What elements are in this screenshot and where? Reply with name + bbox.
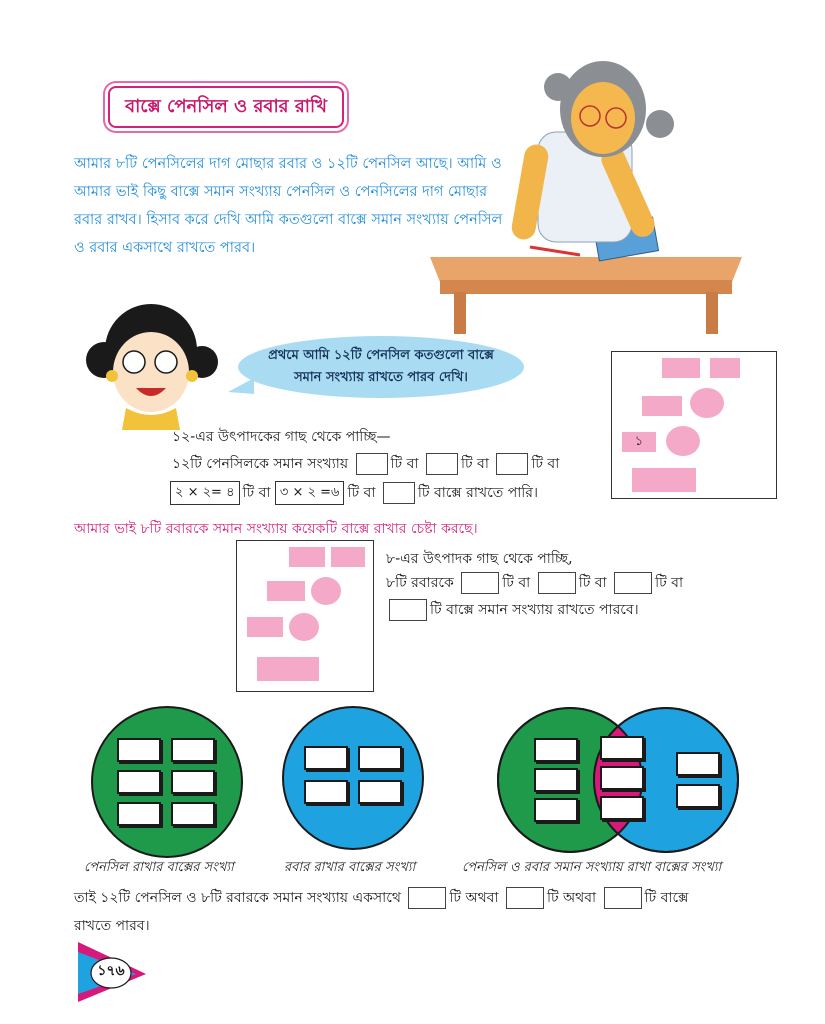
or-text: টি অথবা: [449, 890, 499, 906]
answer-box[interactable]: [676, 752, 720, 776]
girl-at-table-illustration: [420, 52, 750, 334]
answer-box[interactable]: [600, 796, 644, 820]
answer-box[interactable]: [538, 572, 576, 594]
answer-box[interactable]: [676, 784, 720, 808]
speech-bubble-tail: [228, 378, 254, 394]
answer-box[interactable]: [171, 802, 215, 826]
rubber-box-line-2: [386, 598, 639, 622]
pencil-circle-caption: পেনসিল রাখার বাক্সের সংখ্যা: [84, 860, 234, 875]
pencil-box-line-text: ১২টি পেনসিলকে সমান সংখ্যায়: [172, 456, 349, 472]
answer-box[interactable]: [356, 453, 388, 475]
ti-ba-text: টি বা: [502, 575, 531, 591]
ti-ba-text: টি বা: [655, 575, 684, 591]
ti-ba-text: টি বা: [390, 456, 419, 472]
rubber-box-line: [386, 571, 683, 595]
factor-tree-8-intro: ৮-এর উৎপাদক গাছ থেকে পাচ্ছি,: [386, 551, 573, 567]
equation-box: ২ × ২= ৪: [170, 481, 240, 505]
answer-box[interactable]: [117, 802, 161, 826]
answer-box[interactable]: [304, 746, 348, 770]
child-with-glasses-illustration: [76, 290, 226, 430]
answer-box[interactable]: [383, 482, 415, 504]
both-circle-caption: পেনসিল ও রবার সমান সংখ্যায় রাখা বাক্সের সংখ্যা: [462, 860, 722, 875]
conclusion-end-text: টি বাক্সে: [644, 890, 689, 906]
answer-box[interactable]: [534, 738, 578, 762]
answer-box[interactable]: [604, 887, 642, 909]
answer-box[interactable]: [358, 780, 402, 804]
answer-box[interactable]: [389, 599, 427, 621]
answer-box[interactable]: [506, 887, 544, 909]
answer-box[interactable]: [600, 736, 644, 760]
answer-box[interactable]: [117, 770, 161, 794]
tree-12-leaf-value: ১: [622, 432, 656, 452]
rubber-box-end-text: টি বাক্সে সমান সংখ্যায় রাখতে পারবে।: [430, 602, 639, 618]
factor-tree-12: [611, 351, 777, 499]
answer-box[interactable]: [614, 572, 652, 594]
answer-box[interactable]: [426, 453, 458, 475]
answer-box[interactable]: [461, 572, 499, 594]
page-title: বাক্সে পেনসিল ও রবার রাখি: [108, 86, 344, 128]
speech-bubble: [238, 336, 524, 398]
rubber-boxes-circle: [282, 706, 424, 850]
conclusion-text: তাই ১২টি পেনসিল ও ৮টি রবারকে সমান সংখ্যায় একসাথে: [74, 890, 401, 906]
answer-box[interactable]: [171, 770, 215, 794]
answer-box[interactable]: [304, 780, 348, 804]
ti-ba-text: টি বা: [242, 485, 271, 501]
answer-box[interactable]: [171, 738, 215, 762]
factor-tree-8: [236, 540, 374, 692]
rubber-box-line-text: ৮টি রবারকে: [386, 575, 454, 591]
conclusion-line-2: রাখতে পারব।: [74, 918, 150, 934]
factor-tree-12-intro: ১২-এর উৎপাদকের গাছ থেকে পাচ্ছি—: [172, 429, 391, 445]
pencil-boxes-circle: [91, 706, 243, 858]
pencil-box-line: [172, 452, 559, 476]
pencil-box-end-text: টি বাক্সে রাখতে পারি।: [417, 485, 538, 501]
ti-ba-text: টি বা: [578, 575, 607, 591]
page-number: ১৭৬: [97, 963, 125, 979]
answer-box[interactable]: [358, 746, 402, 770]
ti-ba-text: টি বা: [460, 456, 489, 472]
equation-box: ৩ × ২ =৬: [275, 481, 345, 505]
answer-box[interactable]: [496, 453, 528, 475]
answer-box[interactable]: [534, 768, 578, 792]
rubber-circle-caption: রবার রাখার বাক্সের সংখ্যা: [284, 860, 416, 875]
ti-ba-text: টি বা: [347, 485, 376, 501]
bubble-line-2: সমান সংখ্যায় রাখতে পারব দেখি।: [294, 370, 468, 385]
brother-rubber-line: আমার ভাই ৮টি রবারকে সমান সংখ্যায় কয়েকটি বাক্সে রাখার চেষ্টা করছে।: [74, 521, 478, 537]
or-text: টি অথবা: [546, 890, 597, 906]
answer-box[interactable]: [117, 738, 161, 762]
ti-ba-text: টি বা: [531, 456, 560, 472]
conclusion-line: [74, 886, 688, 910]
bubble-line-1: প্রথমে আমি ১২টি পেনসিল কতগুলো বাক্সে: [268, 348, 494, 363]
pencil-box-line-2: [170, 481, 538, 505]
answer-box[interactable]: [534, 798, 578, 822]
answer-box[interactable]: [408, 887, 446, 909]
intro-paragraph: আমার ৮টি পেনসিলের দাগ মোছার রবার ও ১২টি পেনসিল আছে। আমি ও আমার ভাই কিছু বাক্সে সমান সংখ্যায় পেনসিল ও পেনসিলের দাগ মোছার রবার রাখব। হিসাব করে দেখি আমি কতগুলো বাক্সে সমান সংখ্যায় পেনসিল ও রবার একসাথে রাখতে পারব।: [74, 156, 503, 256]
answer-box[interactable]: [600, 766, 644, 790]
